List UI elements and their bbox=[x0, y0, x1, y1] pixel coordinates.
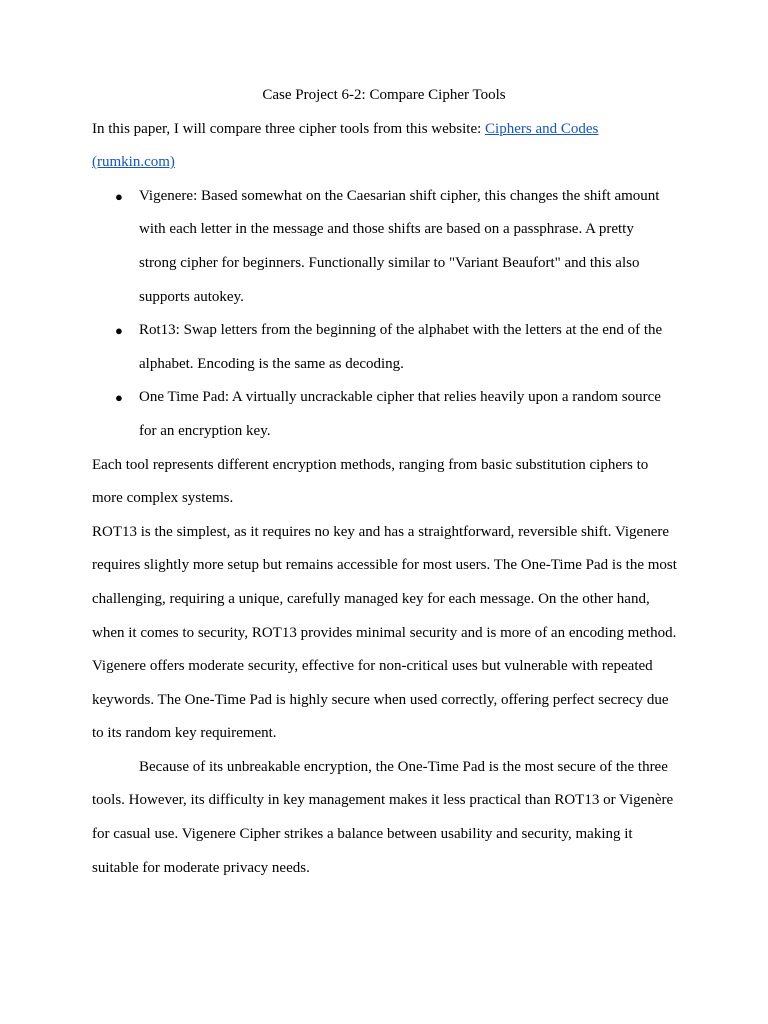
paragraph-tools-overview: Each tool represents different encryption methods, ranging from basic substitution ciphers to more complex systems. bbox=[92, 456, 649, 507]
ciphers-and-codes-link[interactable]: Ciphers and Codes (rumkin.com) bbox=[92, 120, 599, 171]
paragraph-conclusion: Because of its unbreakable encryption, the One-Time Pad is the most secure of the three tools. However, its difficulty in key management makes it less practical than ROT13 or Vigenère for casual use. Vigenere Cipher strikes a balance between usability and security, making it suitable for moderate privacy needs. bbox=[92, 758, 674, 876]
bullet-icon: ● bbox=[115, 323, 123, 339]
list-item-vigenere bbox=[92, 180, 669, 314]
list-item-text: Rot13: Swap letters from the beginning of the alphabet with the letters at the end of the alphabet. Encoding is the same as decoding. bbox=[139, 322, 663, 372]
list-item-text: One Time Pad: A virtually uncrackable cipher that relies heavily upon a random source for an encryption key. bbox=[139, 389, 661, 439]
bullet-icon: ● bbox=[115, 390, 123, 406]
list-item-text: Vigenere: Based somewhat on the Caesarian shift cipher, this changes the shift amount with each letter in the message and those shifts are based on a passphrase. A pretty strong cipher for beginners. Functionally similar to "Variant Beaufort" and this also supports autokey. bbox=[139, 187, 660, 305]
intro-text: In this paper, I will compare three cipher tools from this website: bbox=[92, 120, 486, 137]
list-item-one-time-pad bbox=[92, 381, 669, 448]
paragraph-comparison: ROT13 is the simplest, as it requires no key and has a straightforward, reversible shift. Vigenere requires slightly more setup but remains accessible for most users. The One-Time Pad is the most challenging, requiring a unique, carefully managed key for each message. On the other hand, when it comes to security, ROT13 provides minimal security and is more of an encoding method. Vigenere offers moderate security, effective for non-critical uses but vulnerable with repeated keywords. The One-Time Pad is highly secure when used correctly, offering perfect secrecy due to its random key requirement. bbox=[92, 523, 677, 742]
document-page bbox=[92, 79, 682, 885]
document-title: Case Project 6-2: Compare Cipher Tools bbox=[262, 87, 506, 103]
intro-paragraph bbox=[92, 113, 682, 180]
list-item-rot13 bbox=[92, 314, 669, 381]
bullet-icon: ● bbox=[115, 188, 123, 204]
cipher-tools-list bbox=[92, 180, 682, 449]
